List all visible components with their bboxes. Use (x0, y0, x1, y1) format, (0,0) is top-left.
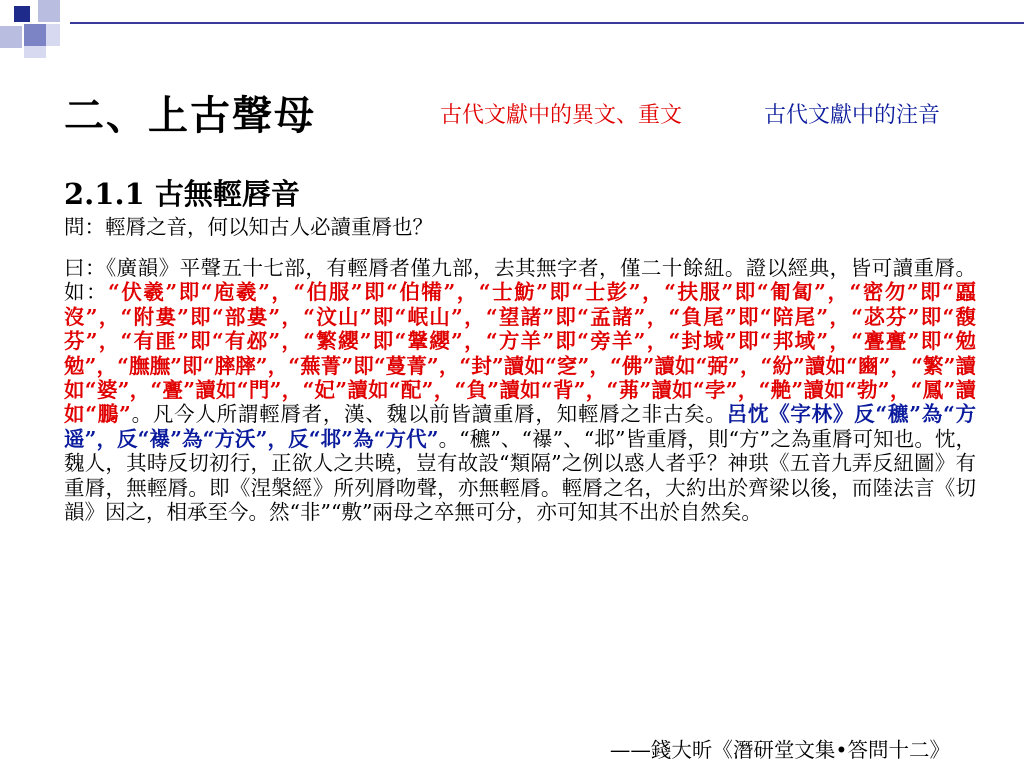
answer-paragraph (64, 256, 976, 524)
citation: ——錢大昕《潛研堂文集•答問十二》 (609, 738, 950, 762)
red-examples: “伏羲”即“庖羲”，“伯服”即“伯犕”，“士魴”即“士彭”，“扶服”即“匍匐”，“密勿”即“蠠沒”，“附婁”即“部婁”，“汶山”即“岷山”，“望諸”即“孟諸”，“負尾”即“陪尾”，“苾芬”即“馥芬”，“有匪”即“有邲”，“繁纓”即“鞶纓”，“方羊”即“旁羊”，“封域”即“邦域”，“亹亹”即“勉勉”，“膴膴”即“膟膟”，“蕪菁”即“蔓菁”，“封”讀如“窆”，“佛”讀如“弼”，“紛”讀如“豳”，“繁”讀如“婆”，“亹”讀如“門”，“妃”讀如“配”，“負”讀如“背”，“茀”讀如“孛”，“艴”讀如“勃”，“鳳”讀如“鵬” (64, 280, 976, 427)
deco-square (38, 0, 60, 22)
blue-quote: 呂忱《字林》反“穮”為“方遥”，反“襮”為“方沃”，反“邶”為“方代” (64, 402, 977, 451)
question-text: 問：輕脣之音，何以知古人必讀重脣也？ (64, 215, 433, 239)
deco-square (0, 26, 22, 48)
sentence-end: 。 (130, 402, 153, 427)
corner-decoration (0, 0, 1024, 60)
page-title: 二、上古聲母 (64, 92, 316, 139)
answer-intro: 曰：《廣韻》平聲五十七部，有輕脣者僅九部，去其無字者，僅二十餘紐。證以經典，皆可讀重脣。如： (64, 256, 976, 305)
link-variant-texts[interactable]: 古代文獻中的異文、重文 (440, 103, 683, 128)
deco-square (24, 46, 46, 58)
answer-tail: 。“穮”、“襮”、“邶”皆重脣，則“方”之為重脣可知也。忱，魏人，其時反切初行，正欲人之共曉，豈有故設“類隔”之例以惑人者乎？神珙《五音九弄反紐圖》有重脣，無輕脣。即《涅槃經》所列脣吻聲，亦無輕脣。輕脣之名，大約出於齊梁以後，而陸法言《切韻》因之，相承至今。然“非”“敷”兩母之卒無可分，亦可知其不出於自然矣。 (64, 426, 977, 525)
section-heading: 2.1.1 古無輕唇音 (64, 177, 300, 211)
answer-lead: 凡今人所謂輕脣者，漢、魏以前皆讀重脣，知輕脣之非古矣。 (152, 402, 727, 427)
header-rule (70, 22, 1024, 24)
deco-square (14, 6, 30, 22)
link-ancient-phonetic-notes[interactable]: 古代文獻中的注音 (764, 103, 941, 128)
deco-square (46, 24, 60, 46)
deco-square (24, 24, 46, 46)
